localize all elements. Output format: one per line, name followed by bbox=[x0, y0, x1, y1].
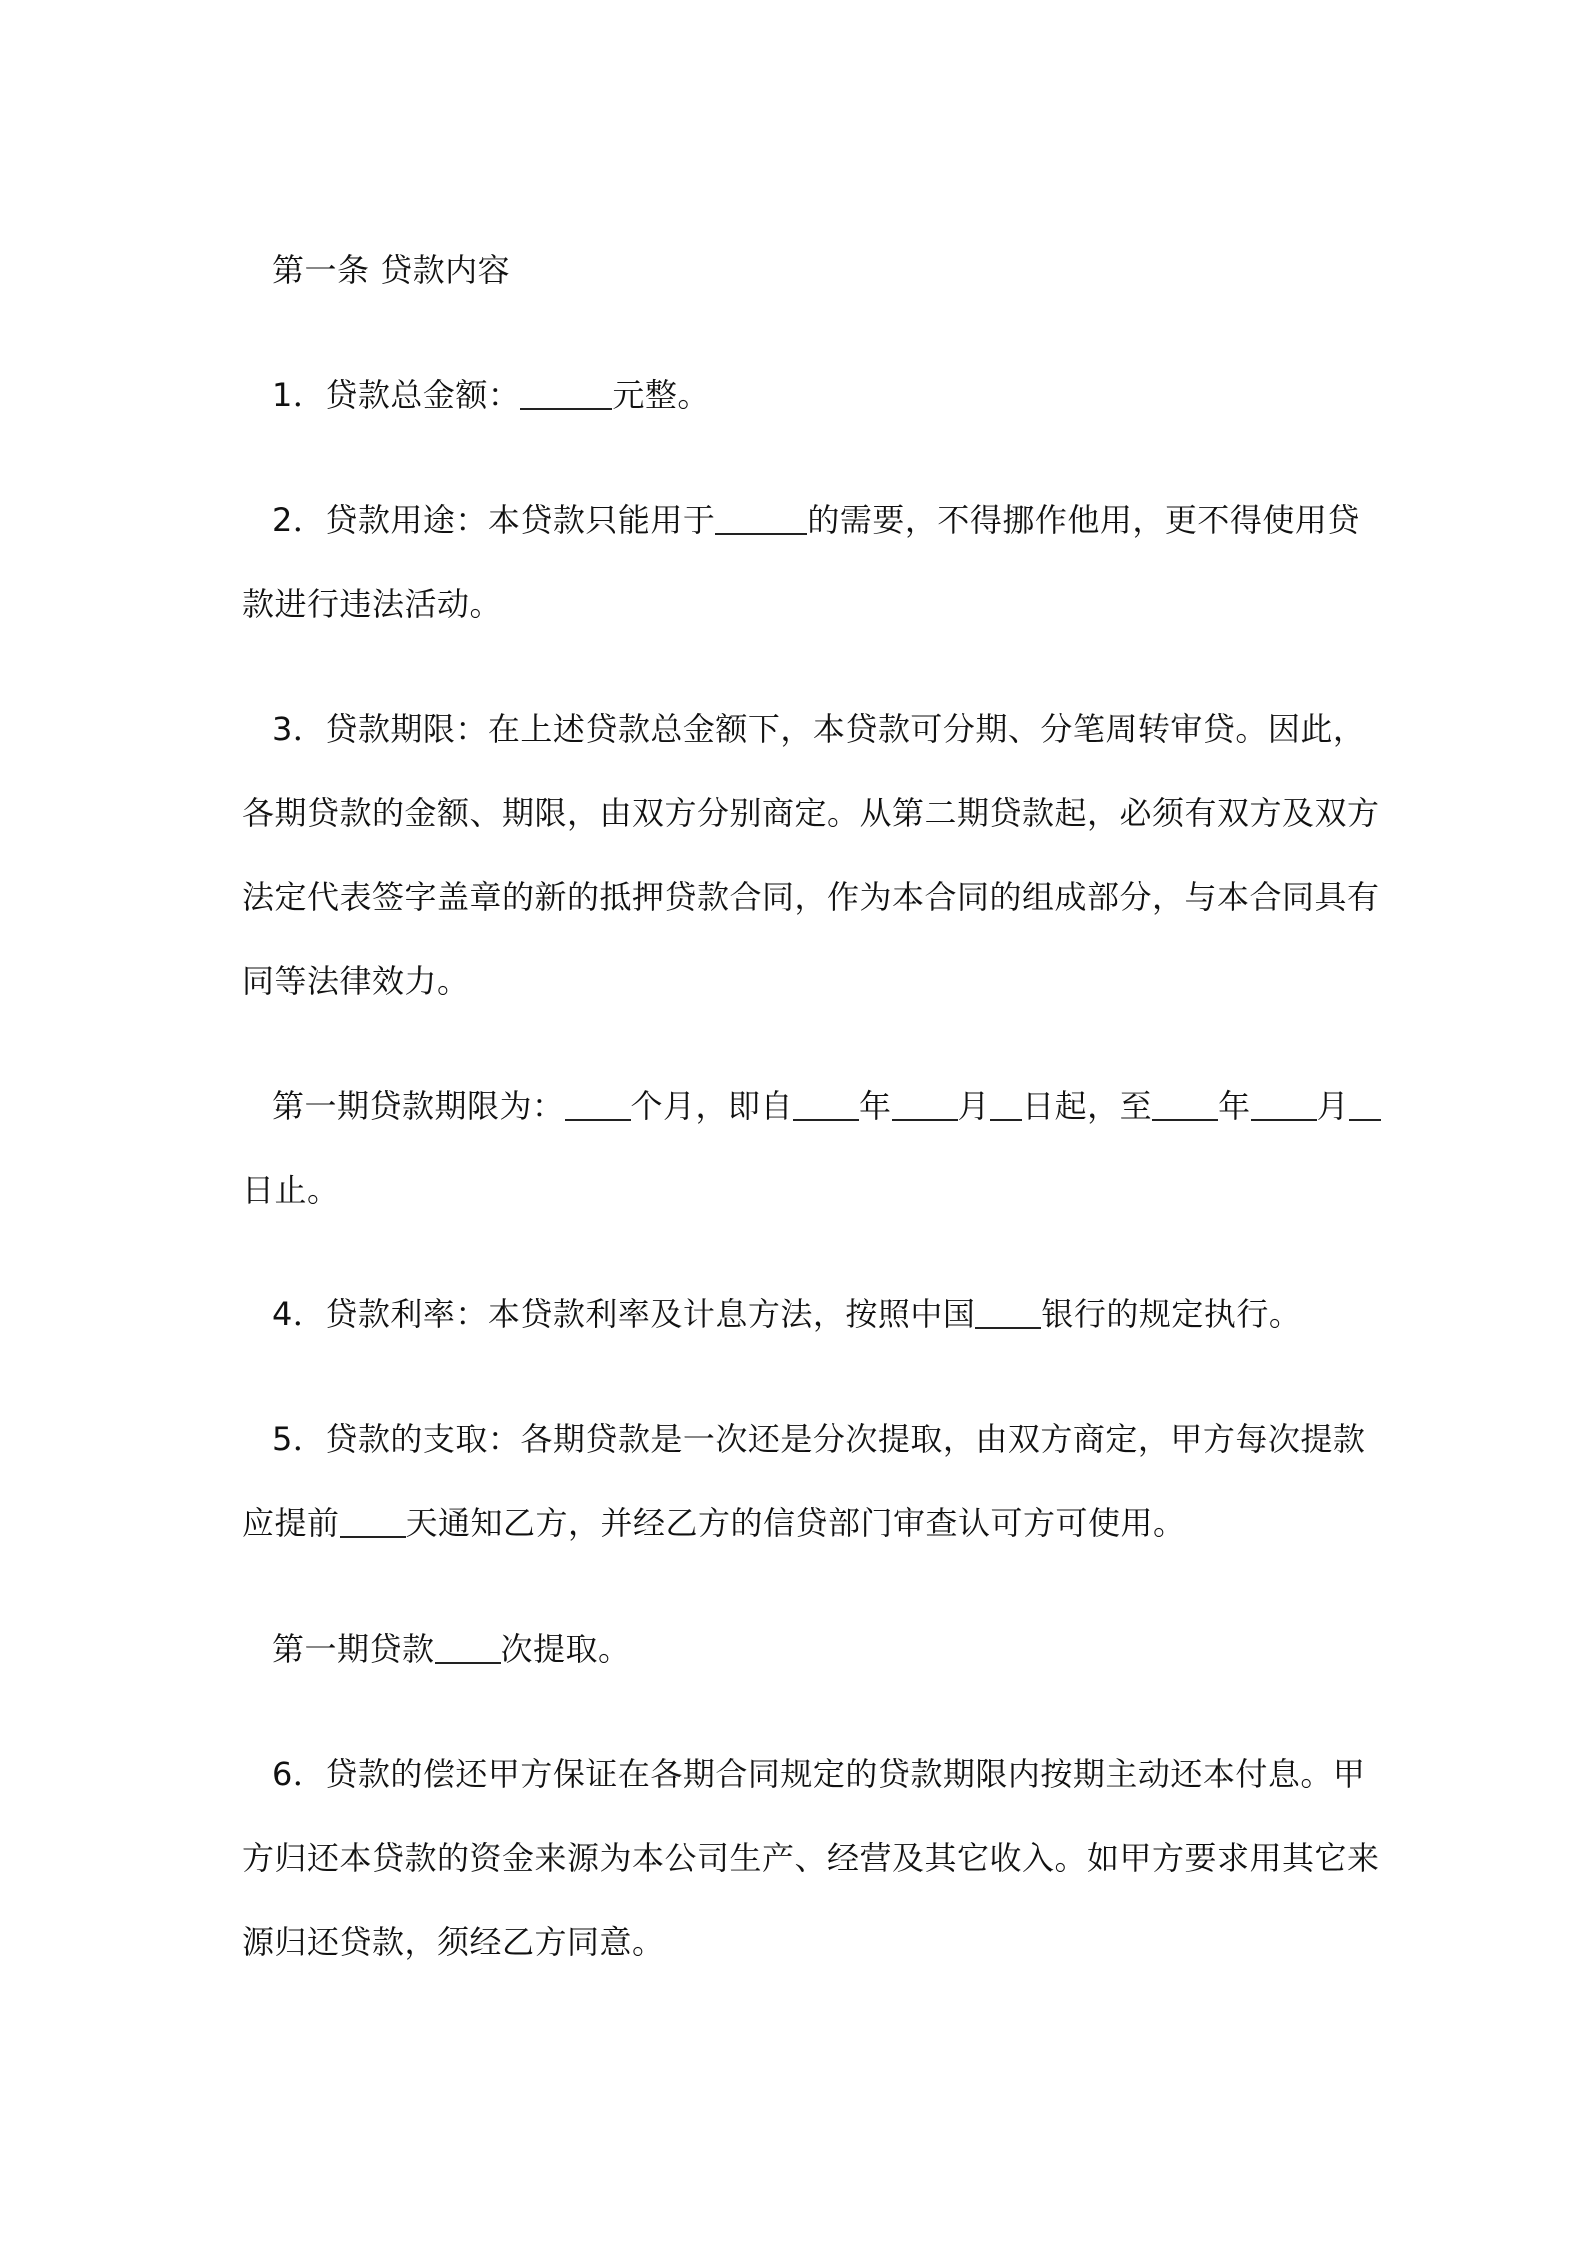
item-6-line-2: 方归还本贷款的资金来源为本公司生产、经营及其它收入。如甲方要求用其它来 bbox=[242, 1839, 1380, 1877]
item-2-line-1 bbox=[242, 478, 1362, 562]
item-2-label: 2．贷款用途：本贷款只能用于 bbox=[272, 501, 716, 539]
start-day-blank bbox=[990, 1087, 1022, 1121]
item-5-line-1: 5．贷款的支取：各期贷款是一次还是分次提取，由双方商定，甲方每次提款 bbox=[272, 1420, 1366, 1458]
item-1-line bbox=[242, 353, 1362, 437]
item-1-suffix: 元整。 bbox=[612, 376, 710, 414]
end-day-blank bbox=[1349, 1087, 1381, 1121]
item-4-line bbox=[242, 1272, 1362, 1356]
start-month-label: 月 bbox=[957, 1087, 991, 1125]
first-drawdown bbox=[242, 1607, 1362, 1691]
item-3-line-1: 3．贷款期限：在上述贷款总金额下，本贷款可分期、分笔周转审贷。因此， bbox=[272, 710, 1366, 748]
item-5-prefix: 应提前 bbox=[242, 1504, 340, 1542]
item-4-suffix: 银行的规定执行。 bbox=[1041, 1295, 1302, 1333]
amount-blank bbox=[520, 376, 612, 410]
item-2-line-2: 款进行违法活动。 bbox=[242, 585, 503, 623]
item-6-line-3: 源归还贷款，须经乙方同意。 bbox=[242, 1923, 665, 1961]
first-term-label: 第一期贷款期限为： bbox=[272, 1087, 565, 1125]
item-3-line-3: 法定代表签字盖章的新的抵押贷款合同，作为本合同的组成部分，与本合同具有 bbox=[242, 878, 1380, 916]
article-heading bbox=[242, 228, 1362, 312]
item-1-total-amount bbox=[242, 353, 1362, 437]
bank-blank bbox=[975, 1295, 1041, 1329]
first-term-line-2: 日止。 bbox=[242, 1171, 340, 1209]
first-term-line-1 bbox=[242, 1064, 1362, 1148]
drawdown-count-blank bbox=[435, 1630, 501, 1664]
item-4-interest-rate bbox=[242, 1272, 1362, 1356]
item-5-line-2 bbox=[242, 1481, 1362, 1565]
months-blank bbox=[565, 1087, 631, 1121]
item-2-loan-purpose bbox=[242, 478, 1362, 646]
item-6-repayment bbox=[242, 1732, 1380, 1984]
end-year-blank bbox=[1152, 1087, 1218, 1121]
end-year-label: 年 bbox=[1218, 1087, 1251, 1125]
start-year-label: 年 bbox=[859, 1087, 892, 1125]
first-drawdown-suffix: 次提取。 bbox=[500, 1630, 631, 1668]
article-heading-text: 第一条 贷款内容 bbox=[272, 251, 511, 289]
item-3-line-2: 各期贷款的金额、期限，由双方分别商定。从第二期贷款起，必须有双方及双方 bbox=[242, 794, 1380, 832]
end-month-blank bbox=[1251, 1087, 1317, 1121]
item-3-line-4: 同等法律效力。 bbox=[242, 962, 470, 1000]
first-drawdown-label: 第一期贷款 bbox=[272, 1630, 435, 1668]
purpose-blank bbox=[715, 501, 807, 535]
start-month-blank bbox=[892, 1087, 958, 1121]
start-year-blank bbox=[793, 1087, 859, 1121]
end-month-label: 月 bbox=[1316, 1087, 1350, 1125]
start-day-label: 日起，至 bbox=[1022, 1087, 1153, 1125]
first-term-months: 个月，即自 bbox=[630, 1087, 794, 1125]
item-1-label: 1．贷款总金额： bbox=[272, 376, 521, 414]
item-3-loan-term bbox=[242, 687, 1380, 1023]
item-4-label: 4．贷款利率：本贷款利率及计息方法，按照中国 bbox=[272, 1295, 976, 1333]
item-5-suffix: 天通知乙方，并经乙方的信贷部门审查认可方可使用。 bbox=[405, 1504, 1186, 1542]
first-drawdown-line bbox=[242, 1607, 1362, 1691]
first-term-period bbox=[242, 1064, 1362, 1232]
notice-days-blank bbox=[340, 1504, 406, 1538]
item-5-drawdown bbox=[242, 1397, 1366, 1565]
item-2-text: 的需要，不得挪作他用，更不得使用贷 bbox=[807, 501, 1360, 539]
item-6-line-1: 6．贷款的偿还甲方保证在各期合同规定的贷款期限内按期主动还本付息。甲 bbox=[272, 1755, 1366, 1793]
